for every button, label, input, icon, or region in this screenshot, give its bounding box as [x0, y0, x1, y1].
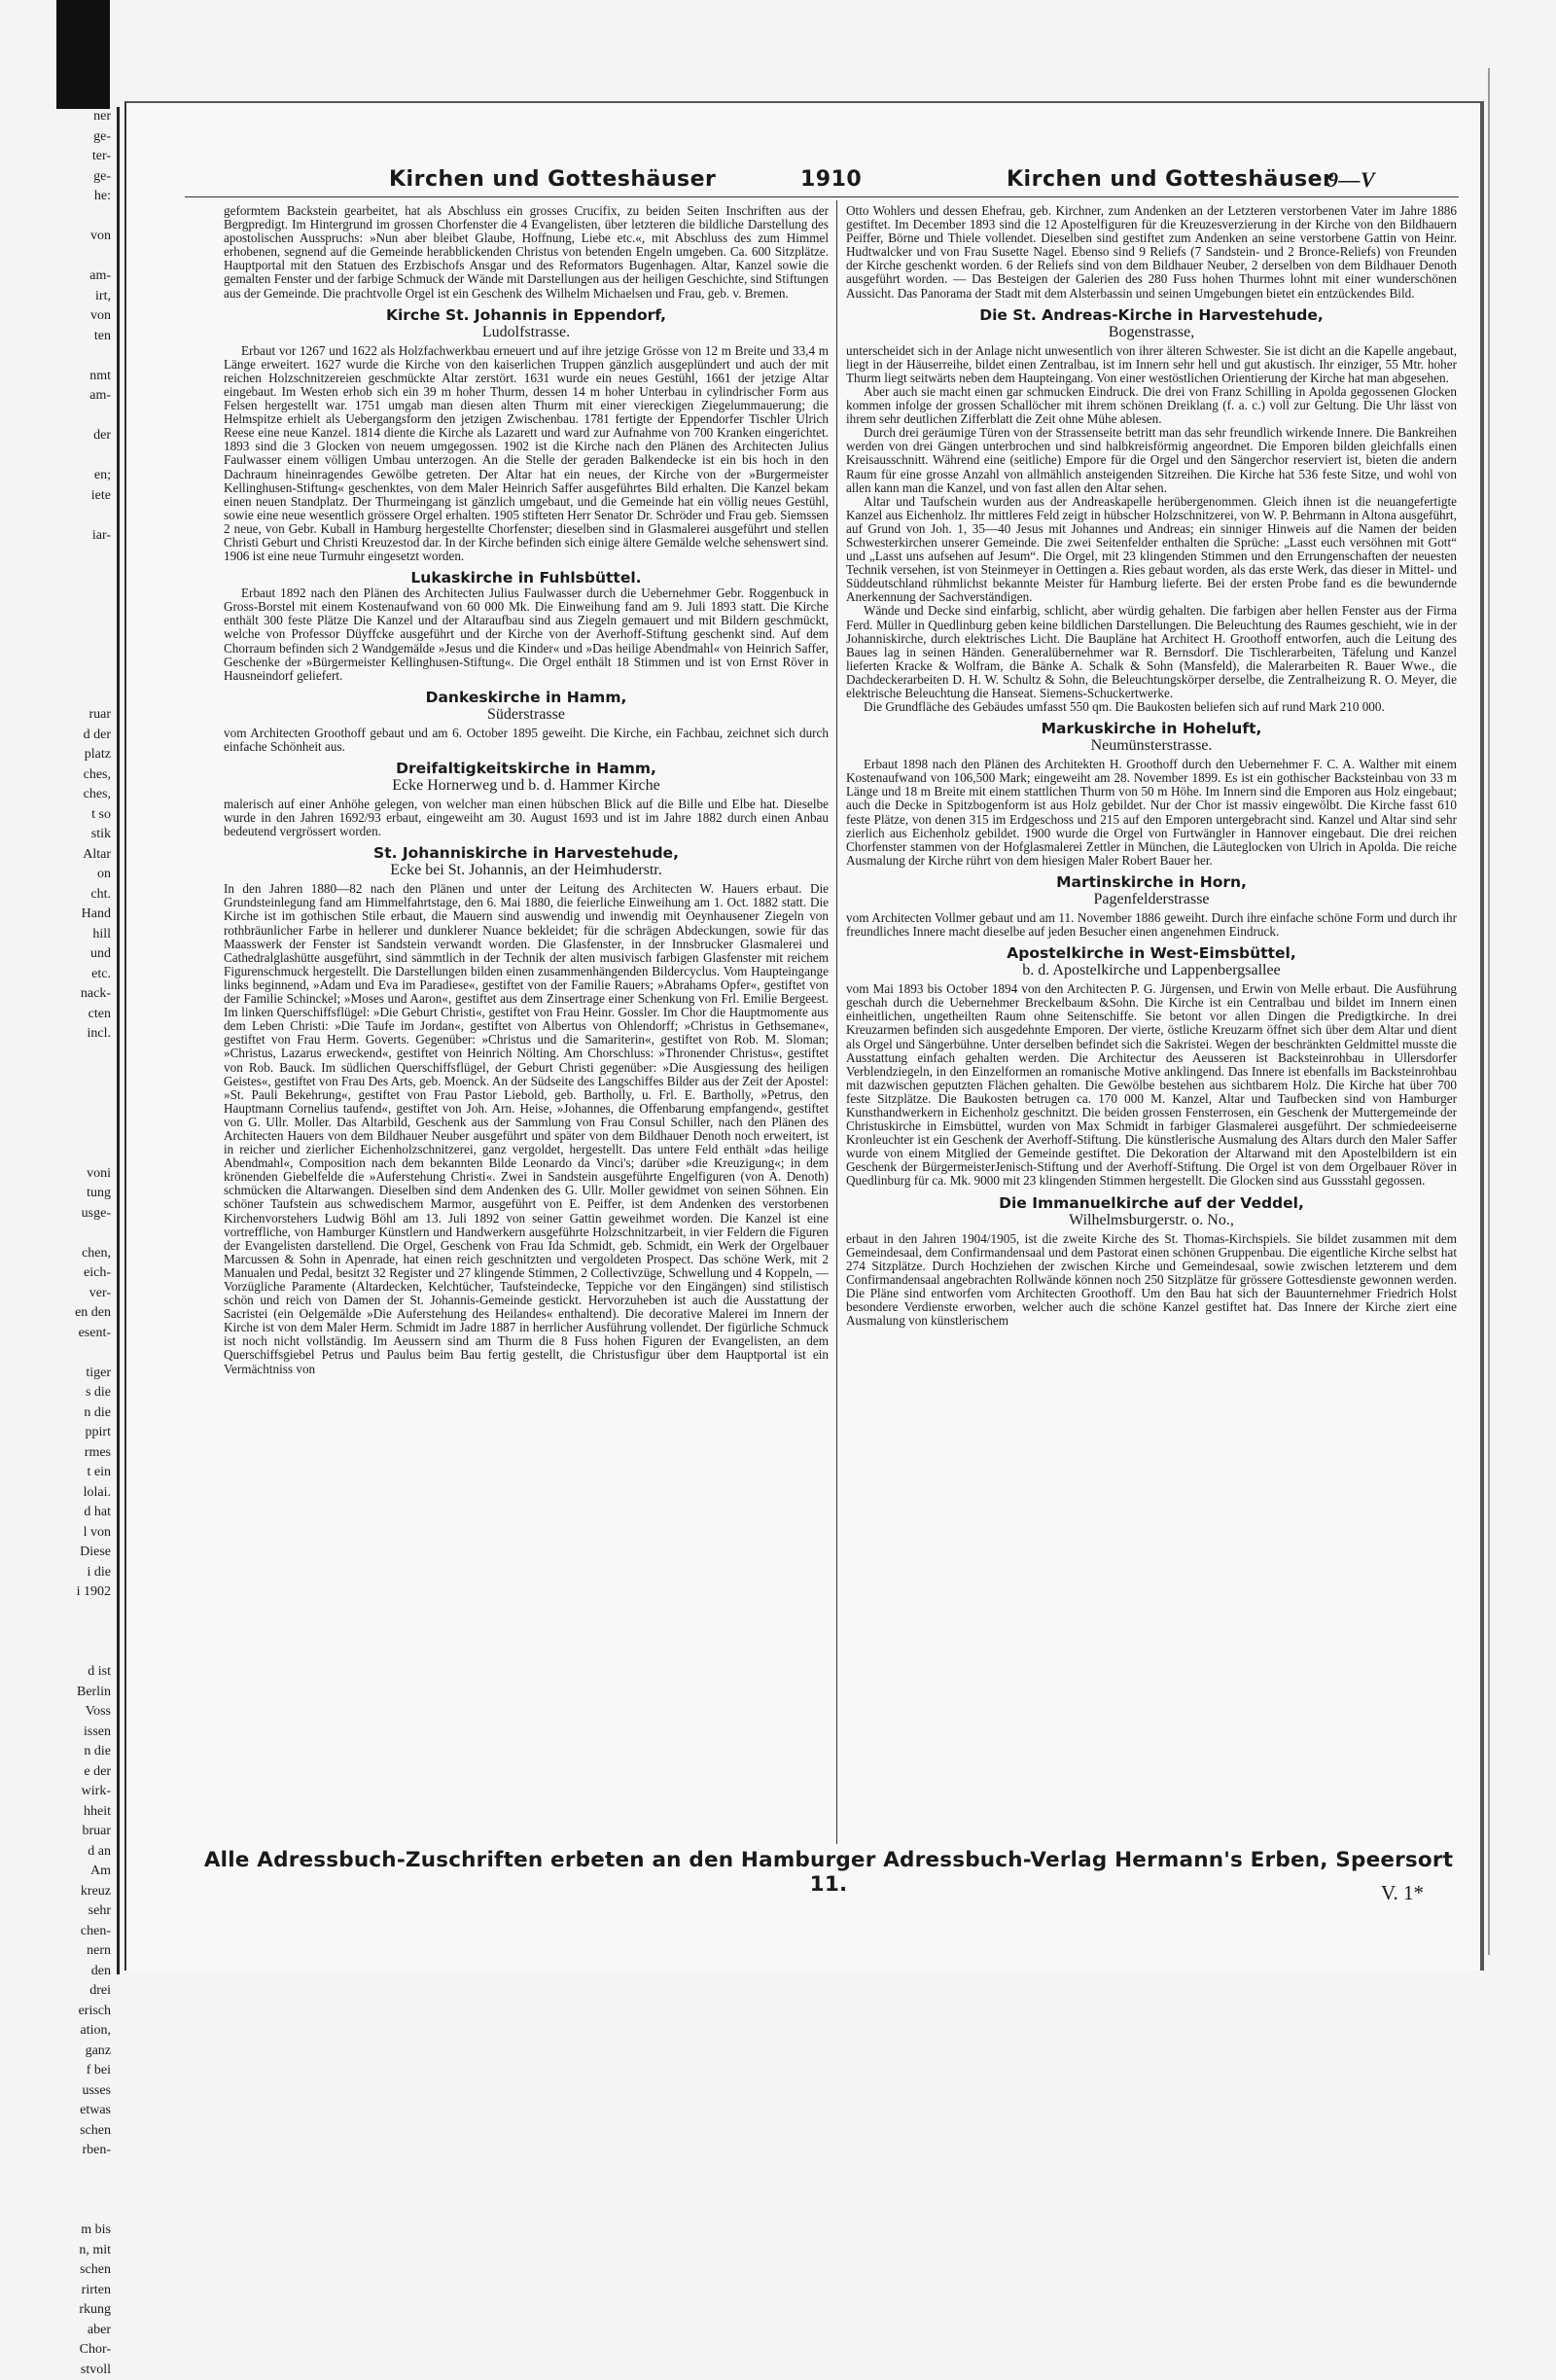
margin-fragment: m bis [0, 2220, 117, 2241]
margin-fragment: Berlin [0, 1683, 117, 1703]
margin-fragment: irt, [0, 287, 117, 307]
section-address: Neumünsterstrasse. [846, 737, 1457, 755]
margin-fragment [0, 346, 117, 367]
margin-fragment: ppirt [0, 1423, 117, 1443]
margin-fragment [0, 665, 117, 686]
margin-fragment [0, 1104, 117, 1124]
margin-fragment: lolai. [0, 1483, 117, 1504]
section-heading: Markuskirche in Hoheluft, [846, 720, 1457, 737]
column-divider [836, 200, 837, 1844]
margin-fragment: schen [0, 2121, 117, 2142]
margin-fragment [0, 2201, 117, 2221]
margin-fragment: en den [0, 1303, 117, 1324]
margin-fragment: en; [0, 466, 117, 486]
margin-fragment: rkung [0, 2300, 117, 2321]
margin-fragment: eich- [0, 1263, 117, 1284]
margin-fragment: usses [0, 2081, 117, 2102]
margin-fragment: tung [0, 1184, 117, 1204]
margin-fragment [0, 2181, 117, 2201]
margin-fragment: tiger [0, 1364, 117, 1384]
section-address: Süderstrasse [224, 706, 829, 724]
margin-fragment [0, 407, 117, 427]
margin-fragment: usge- [0, 1204, 117, 1225]
margin-fragment: am- [0, 266, 117, 287]
margin-fragment: f bei [0, 2061, 117, 2081]
margin-fragment: iar- [0, 526, 117, 547]
margin-fragment: voni [0, 1164, 117, 1185]
margin-fragment: n die [0, 1403, 117, 1424]
margin-fragment [0, 1343, 117, 1364]
margin-fragment: he: [0, 187, 117, 207]
margin-fragment: Hand [0, 905, 117, 925]
margin-fragment: ches, [0, 785, 117, 805]
margin-fragment: ten [0, 327, 117, 347]
margin-fragment: erisch [0, 2002, 117, 2022]
margin-fragment: chen, [0, 1244, 117, 1264]
margin-fragment: nern [0, 1941, 117, 1962]
margin-fragment: s die [0, 1383, 117, 1403]
section-heading: Dankeskirche in Hamm, [224, 689, 829, 706]
margin-fragment: i die [0, 1563, 117, 1583]
margin-fragment: ter- [0, 147, 117, 167]
margin-fragment: issen [0, 1723, 117, 1743]
right-column [846, 204, 1457, 1328]
page-number: 9—V [1327, 167, 1375, 193]
margin-fragment: l von [0, 1523, 117, 1544]
margin-fragment [0, 1084, 117, 1105]
paragraph: Otto Wohlers und dessen Ehefrau, geb. Kirchner, zum Andenken an der Letzteren verstorbenen Vater im Jahre 1886 gestiftet. Im December 1893 sind die 12 Apostelfiguren für die Kreuzesverzierung in der Kirche von den Bildhauern Peiffer, Börne und Thiele vollendet. Dieselben sind gestiftet zum Andenken an seine verstorbene Gattin von Heinr. Hudtwalcker und von Frau Susette Nagel. Ebenso sind 9 Reliefs (7 Sandstein- und 2 Bronce-Reliefs) von Freunden der Kirche geschenkt worden. 6 der Reliefs sind von dem Bildhauer Neuber, 2 derselben von dem Bildhauer Denoth ausgeführt worden. — Das Besteigen der Galerien des 280 Fuss hohen Thurmes lohnt mit einer wunderschönen Aussicht. Das Panorama der Stadt mit dem Alsterbassin und seinen Umgebungen bietet ein entzückendes Bild. [846, 204, 1457, 301]
margin-fragment: platz [0, 745, 117, 765]
margin-fragment: der [0, 426, 117, 446]
margin-fragment: von [0, 306, 117, 327]
margin-fragment: bruar [0, 1822, 117, 1842]
document-page [124, 101, 1484, 1971]
section-address: Ecke bei St. Johannis, an der Heimhuderstr. [224, 862, 829, 879]
margin-fragment: hill [0, 925, 117, 945]
margin-fragment: ganz [0, 2042, 117, 2062]
section-address: b. d. Apostelkirche und Lappenbergsallee [846, 962, 1457, 979]
margin-fragment: Diese [0, 1543, 117, 1563]
section-address: Ecke Hornerweg und b. d. Hammer Kirche [224, 777, 829, 795]
margin-fragment: ruar [0, 705, 117, 726]
margin-fragment [0, 586, 117, 606]
margin-fragment: schen [0, 2260, 117, 2281]
margin-fragment [0, 646, 117, 666]
margin-fragment [0, 566, 117, 586]
section-heading: Kirche St. Johannis in Eppendorf, [224, 306, 829, 324]
margin-fragment [0, 1124, 117, 1145]
margin-fragment: wirk- [0, 1782, 117, 1802]
margin-fragment: Chor- [0, 2340, 117, 2361]
margin-fragment [0, 506, 117, 526]
section-address: Ludolfstrasse. [224, 324, 829, 341]
section-address: Wilhelmsburgerstr. o. No., [846, 1212, 1457, 1229]
section-heading: Die St. Andreas-Kirche in Harvestehude, [846, 306, 1457, 324]
running-head-year: 1910 [800, 167, 862, 192]
margin-fragment: stvoll [0, 2361, 117, 2380]
margin-fragment [0, 606, 117, 626]
margin-fragment: Am [0, 1862, 117, 1882]
margin-fragment: drei [0, 1981, 117, 2002]
margin-fragment: rmes [0, 1443, 117, 1464]
margin-fragment: rben- [0, 2141, 117, 2161]
margin-fragment: ation, [0, 2021, 117, 2042]
section-heading: St. Johanniskirche in Harvestehude, [224, 844, 829, 862]
paragraph: Erbaut vor 1267 und 1622 als Holzfachwerkbau erneuert und auf ihre jetzige Grösse von 12 m Breite und 33,4 m Länge erweitert. 1627 wurde die Kirche von den kaiserlichen Truppen gänzlich ausgeplündert und auch der mit reichen Holzschnitzereien geschmückte Altar zerstört. 1631 wurde ein neues Gestühl, 1661 der jetzige Altar eingebaut. Im Westen erhob sich ein 39 m hoher Thurm, dessen 14 m hoher Unterbau in cylindrischer Form aus Felsen hergestellt war. 1751 umgab man diesen alten Thurm mit einer viereckigen Ziegelummauerung; die Helmspitze erhielt als Uebergangsform den jetzigen Zwischenbau. 1781 fertigte der Eppendorfer Tischler Ulrich Reese eine neue Kanzel. 1814 diente die Kirche als Lazarett und ward zur Aufnahme von 700 Kranken eingerichtet. 1893 sind die 3 Glocken von neuem umgegossen. 1902 ist die Kirche nach den Plänen des Architecten Julius Faulwasser einem völligen Umbau unterzogen. An die Stelle der geraden Balkendecke ist ein bis hoch in den Dachraum hineinragendes Gewölbe getreten. Der Altar hat ein neues, der Kirche von der »Burgermeister Kellinghusen-Stiftung« geschenktes, von dem Maler Heinrich Saffer ausgeführtes Bild erhalten. Die Kanzel bekam einen neuen Standplatz. Der Thurmeingang ist gänzlich umgebaut, und die Gemeinde hat ein völlig neues Gestühl, sowie eine neue wesentlich grössere Orgel erhalten. 1905 stifteten Herr Senator Dr. Schröder und Frau geb. Siemssen 2 neue, von Gebr. Kuball in Hamburg hergestellte Chorfenster; dieselben sind in Glasmalerei ausgeführt und stellen Christi Geburt und Christi Kreuzestod dar. In der Kirche befinden sich einige ältere Gemälde welche sehenswert sind. 1906 ist eine neue Turmuhr eingesetzt worden. [224, 344, 829, 564]
margin-fragment: t so [0, 805, 117, 826]
margin-fragment: esent- [0, 1324, 117, 1344]
margin-fragment: Altar [0, 845, 117, 866]
section-heading: Die Immanuelkirche auf der Veddel, [846, 1194, 1457, 1212]
margin-fragment: hheit [0, 1802, 117, 1823]
margin-fragment: n, mit [0, 2241, 117, 2261]
margin-fragment: etwas [0, 2101, 117, 2121]
section-heading: Apostelkirche in West-Eimsbüttel, [846, 944, 1457, 962]
section-heading: Dreifaltigkeitskirche in Hamm, [224, 760, 829, 777]
signature-mark: V. 1* [1381, 1881, 1424, 1905]
margin-fragment: ches, [0, 765, 117, 786]
margin-fragment [0, 1643, 117, 1663]
margin-fragment: und [0, 944, 117, 965]
margin-fragment: ner [0, 107, 117, 127]
paragraph: vom Architecten Groothoff gebaut und am 6. October 1895 geweiht. Die Kirche, ein Fachbau, zeichnet sich durch einfache Schönheit aus. [224, 727, 829, 754]
margin-fragment [0, 1622, 117, 1643]
paragraph: unterscheidet sich in der Anlage nicht unwesentlich von ihrer älteren Schwester. Sie ist dicht an die Kapelle angebaut, liegt in der Häuserreihe, bildet einen Zentralbau, ist im Innern sehr hell und gut akustisch. Ihr einziger, 55 Mtr. hoher Thurm liegt seitwärts neben dem Haupteingang. Von einer westöstlichen Orientierung der Kirche hat man abgesehen. [846, 344, 1457, 385]
running-head-right: Kirchen und Gotteshäuser [1007, 167, 1333, 192]
margin-fragment: d ist [0, 1662, 117, 1683]
margin-fragment: on [0, 865, 117, 885]
margin-fragment [0, 1224, 117, 1244]
margin-fragment [0, 686, 117, 706]
margin-fragment: den [0, 1962, 117, 1982]
margin-fragment [0, 625, 117, 646]
margin-fragment [0, 546, 117, 566]
section-address: Bogenstrasse, [846, 324, 1457, 341]
margin-fragment [0, 1045, 117, 1065]
page-edge [1488, 68, 1519, 1955]
paragraph: Durch drei geräumige Türen von der Strassenseite betritt man das sehr freundlich wirkende Innere. Die Bankreihen werden von drei Gängen unterbrochen und sind halbkreisförmig angeordnet. Die Emporen bilden gleichfalls einen Kreisausschnitt. Während eine (seitliche) Empore für die Orgel und den Sängerchor reserviert ist, bieten die andern Raum für eine grosse Anzahl von allmählich ansteigenden Sitzreihen. Die Kirche hat 536 feste Sitze, und wohl von allen kann man die Kanzel, und von fast allen den Altar sehen. [846, 426, 1457, 494]
margin-fragment: etc. [0, 965, 117, 985]
binding-tab [56, 0, 110, 109]
margin-fragment [0, 1144, 117, 1164]
margin-fragment: aber [0, 2321, 117, 2341]
margin-fragment: am- [0, 386, 117, 407]
margin-fragment: kreuz [0, 1882, 117, 1902]
paragraph: geformtem Backstein gearbeitet, hat als Abschluss ein grosses Crucifix, zu beiden Seiten Inschriften aus der Bergpredigt. Im Hintergrund im grossen Chorfenster die 4 Evangelisten, über letzteren die bildliche Darstellung des apostolischen Ausspruchs: »Nun aber bleibet Glaube, Hoffnung, Liebe etc.«, mit Abschluss des zum Himmel erhobenen, segnend auf die Gemeinde herabblickenden Christus von betenden Engeln umgeben. Ca. 600 Sitzplätze. Hauptportal mit den Statuen des Erzbischofs Ansgar und des Reformators Bugenhagen. Altar, Kanzel sowie die gemalten Fenster und der farbige Schmuck der Wände mit Darstellungen aus der heiligen Geschichte, sind Stiftungen aus der Gemeinde. Die prachtvolle Orgel ist ein Geschenk des Wilhelm Michaelsen und Frau, geb. v. Bremen. [224, 204, 829, 301]
margin-fragment [0, 1064, 117, 1084]
section-address: Pagenfelderstrasse [846, 891, 1457, 908]
margin-fragment: rirten [0, 2281, 117, 2301]
margin-fragment: ge- [0, 167, 117, 188]
paragraph: erbaut in den Jahren 1904/1905, ist die zweite Kirche des St. Thomas-Kirchspiels. Sie bildet zusammen mit dem Gemeindesaal, dem Confirmandensaal und dem Pastorat einen schönen Gruppenbau. Die eigentliche Kirche selbst hat 274 Sitzplätze. Durch Hochziehen der zwischen Kirche und Gemeindesaal, sowie zwischen letzterem und dem Confirmandensaal angebrachten Rollwände können noch 250 Sitzplätze für grössere Gottesdienste gewonnen werden. Die Pläne sind entworfen vom Architecten Groothoff. Um den Bau hat sich der Bauunternehmer Friedrich Holst besondere Verdienste erworben, welcher auch die schöne Kanzel gestiftet hat. Das Innere der Kirche ziert eine Ausmalung von künstlerischem [846, 1232, 1457, 1329]
running-head-left: Kirchen und Gotteshäuser [389, 167, 716, 192]
margin-fragment: von [0, 227, 117, 247]
margin-fragment: i 1902 [0, 1582, 117, 1603]
margin-fragment: e der [0, 1762, 117, 1783]
running-head [126, 167, 1480, 196]
margin-fragment: d hat [0, 1503, 117, 1523]
margin-fragment: d der [0, 726, 117, 746]
margin-fragment: t ein [0, 1463, 117, 1483]
margin-fragment: iete [0, 486, 117, 507]
margin-fragment: Voss [0, 1702, 117, 1723]
paragraph: vom Architecten Vollmer gebaut und am 11. November 1886 geweiht. Durch ihre einfache schöne Form und durch ihr freundliches Innere macht dieselbe auf jeden Besucher einen angenehmen Eindruck. [846, 911, 1457, 939]
margin-fragment: nack- [0, 984, 117, 1005]
margin-fragment: n die [0, 1742, 117, 1762]
paragraph: Aber auch sie macht einen gar schmucken Eindruck. Die drei von Franz Schilling in Apolda gegossenen Glocken kommen infolge der grossen Schallöcher mit ihrem schönen Dreiklang (f. a. c.) voll zur Geltung. Die Uhr lässt von ihrem sehr deutlichen Zifferblatt die Zeit ohne Mühe ablesen. [846, 385, 1457, 426]
adjacent-page-margin [0, 107, 120, 1974]
paragraph: vom Mai 1893 bis October 1894 von den Architecten P. G. Jürgensen, und Erwin von Melle erbaut. Die Ausführung geschah durch die Uebernehmer Breckelbaum &Sohn. Die Kirche ist ein Centralbau und bildet im Innern einen einheitlichen, ungetheilten Raum ohne Seitenschiffe. Sie betont vor allen Dingen die Predigtkirche. In drei Kreuzarmen befinden sich ausgedehnte Emporen. Der vierte, östliche Kreuzarm öffnet sich über dem Altar und dient als Orgel und Sängerbühne. Unter derselben befindet sich die Sakristei. Wegen der beschränkten Geldmittel musste die Ausstattung einfach gehalten werden. Die Architectur des Aeusseren ist Backsteinrohbau in Ullersdorfer Verblendziegeln, in den Einzelformen an romanische Motive anklingend. Das Innere ist ebenfalls im Backsteinrohbau mit dazwischen geputzten Flächen gehalten. Die Gewölbe bestehen aus sichtbarem Holz. Die Kirche hat über 700 feste Sitzplätze. Die Baukosten betrugen ca. 170 000 M. Kanzel, Altar und Taufbecken sind von Hamburger Kunsthandwerkern in Eichenholz geschnitzt. Die beiden grossen Fensterrosen, ein Geschenk der Muttergemeinde der Christuskirche in Eimsbüttel, wurden von Max Schmidt in farbiger Glasmalerei ausgeführt. Der schmiedeeiserne Kronleuchter ist ein Geschenk der Averhoff-Stiftung. Die künstlerische Ausmalung des Altars durch den Maler Saffer wurde von einem Mitglied der Gemeinde gestiftet. Die Dekoration der Altarwand mit den Apostelbildern ist ein Geschenk der BürgermeisterJenisch-Stiftung und der Averhoff-Stiftung. Die Orgel ist von dem Orgelbauer Röver in Quedlinburg für ca. Mk. 9000 mit 23 klingenden Stimmen hergestellt. Die Glocken sind aus Gussstahl gegossen. [846, 982, 1457, 1188]
margin-fragment [0, 207, 117, 228]
margin-fragment: sehr [0, 1901, 117, 1922]
margin-fragment: ver- [0, 1284, 117, 1304]
paragraph: Altar und Taufschein wurden aus der Andreaskapelle herübergenommen. Gleich ihnen ist die neuangefertigte Kanzel aus Eichenholz. Ihr mittleres Feld zeigt in hübscher Holzschnitzerei, von W. P. Behrmann in Altona ausgeführt, auf Grund von Joh. 1, 35—40 Jesus mit Johannes und Andreas; ein sinniger Hinweis auf die Namen der beiden Schwesterkirchen unserer Gemeinde. Die zwei Seitenfelder enthalten die Sprüche: „Lasst euch versöhnen mit Gott“ und „Lasst uns aufsehen auf Jesum“. Die Orgel, mit 23 klingenden Stimmen und den Errungenschaften der neuesten Technik versehen, ist von Steinmeyer in Oettingen a. Ries gebaut worden, als das erste Werk, das dieser in Mittel- und Süddeutschland rühmlichst bekannte Meister für Hamburg lieferte. Bei der ersten Probe fand es die bewundernde Anerkennung der Sachverständigen. [846, 495, 1457, 605]
margin-fragment: chen- [0, 1922, 117, 1942]
margin-fragment: d an [0, 1842, 117, 1863]
paragraph: Erbaut 1892 nach den Plänen des Architecten Julius Faulwasser durch die Uebernehmer Gebr. Roggenbuck in Gross-Borstel mit einem Kostenaufwand von 60 000 Mk. Die Einweihung fand am 9. Juli 1893 statt. Die Kirche enthält 300 feste Plätze Die Kanzel und der Altaraufbau sind aus Ziegeln gemauert und mit Bildern geschmückt, welche von Professor Düyffcke ausgeführt und der Kirche von der Averhoff-Stiftung geschenkt sind. Auf dem Chorraum befinden sich 2 Wandgemälde »Jesus und die Kinder« und »Das heilige Abendmahl« von Heinrich Saffer, Geschenke der »Bürgermeister Kellinghusen-Stiftung«. Die Orgel enthält 18 Stimmen und ist von Ernst Röver in Hausneindorf geliefert. [224, 586, 829, 683]
margin-fragment: cht. [0, 885, 117, 906]
footer-notice: Alle Adressbuch-Zuschriften erbeten an den Hamburger Adressbuch-Verlag Hermann's Erben, Speersort 11. [196, 1848, 1461, 1897]
margin-fragment [0, 2161, 117, 2182]
margin-fragment [0, 446, 117, 467]
paragraph: Wände und Decke sind einfarbig, schlicht, aber würdig gehalten. Die farbigen aber hellen Fenster aus der Firma Ferd. Müller in Quedlinburg geben keine bildlichen Darstellungen. Die Beleuchtung des Raumes geschieht, wie in der Johanniskirche, durch elektrisches Licht. Die Baupläne hat Architect H. Groothoff entworfen, auch die Leitung des Baues lag in seinen Händen. Generalübernehmer war R. Bernsdorf. Die Tischlerarbeiten, Täfelung und Kanzel lieferten Kracke & Wolfram, die Bänke A. Schalk & Sohn (Mansfeld), die Malerarbeiten R. Bauer Wwe., die Dachdeckerarbeiten D. H. W. Schultz & Sohn, die Beleuchtungskörper derselbe, die Zentralheizung R. O. Meyer, die elektrische Beleuchtung die Hanseat. Siemens-Schuckertwerke. [846, 604, 1457, 700]
paragraph: Die Grundfläche des Gebäudes umfasst 550 qm. Die Baukosten beliefen sich auf rund Mark 210 000. [846, 700, 1457, 714]
margin-fragment: cten [0, 1005, 117, 1025]
section-heading: Martinskirche in Horn, [846, 873, 1457, 891]
left-column [224, 204, 829, 1376]
paragraph: In den Jahren 1880—82 nach den Plänen und unter der Leitung des Architecten W. Hauers erbaut. Die Grundsteinlegung fand am Himmelfahrtstage, den 6. Mai 1880, die feierliche Einweihung am 1. Oct. 1882 statt. Die Kirche ist im gothischen Stile erbaut, die Mauern sind auswendig und inwendig mit Oeynhausener Ziegeln von rothbräunlicher Farbe in hellerer und dunklerer Nuance bekleidet; für die schrägen Abdeckungen, sowie für das Maasswerk der Fenster ist Sandstein verwandt worden. Die Glasfenster, in der Innsbrucker Glasmalerei und Cathedralglashütte ausgeführt, sind sämmtlich in der Technik der alten musivisch farbigen Glasfenster mit reichem Figurenschmuck hergestellt. Die Darstellungen bilden einen zusammenhängenden Bildercyclus. Vom Haupteingange links beginnend, »Adam und Eva im Paradiese«, gestiftet von der Familie Rauers; »Abrahams Opfer«, gestiftet von der Familie Schinckel; »Moses und Aaron«, gestiftet aus dem Zinsertrage einer Schenkung von Frl. Emilie Bergeest. Im linken Querschiffsflügel: »Die Geburt Christi«, gestiftet von Frau Heinr. Gossler. Im Chor die Hauptmomente aus dem Leben Christi: »Die Taufe im Jordan«, gestiftet von Albertus von Ohlendorff; »Christus in Gethsemane«, gestiftet von Frau Herm. Goverts. Gegenüber: »Christus und die Samariterin«, gestiftet von Rob. M. Sloman; »Christus, Lazarus erweckend«, gestiftet von Heinrich Nölting. Am Chorschluss: »Thronender Christus«, gestiftet von Rob. Bauck. Im südlichen Querschiffsflügel, der Geburt Christi gegenüber: »Die Ausgiessung des heiligen Geistes«, gestiftet von Frau Des Arts, geb. Moenck. An der Südseite des Langschiffes Bilder aus der Zeit der Apostel: »St. Pauli Bekehrung«, gestiftet von Frau Pastor Liebold, geb. Bartholly, u. Frl. E. Bartholly, »Petrus, den Hauptmann Cornelius taufend«, gestiftet von Joh. Arn. Heise, »Johannes, die Offenbarung empfangend«, gestiftet von G. Ullr. Moller. Das Altarbild, Geschenk aus der Sammlung von Frau Consul Schiller, nach den Plänen des Architecten Hauers von dem Bildhauer Neuber ausgeführt und später von dem Bildhauer Denoth noch erweitert, ist in reicher und zierlicher Eichenholzschnitzerei, ganz vergoldet, hergestellt. Das untere Feld enthält »das heilige Abendmahl«, Composition nach dem bekannten Bilde Leonardo da Vinci's; darüber »die Kreuzigung«; in dem krönenden Giebelfelde die »Auferstehung Christi«. Zwei in Sandstein ausgeführte Engelfiguren (von A. Denoth) schmücken die Altarwangen. Dieselben sind dem Andenken des G. Ullr. Moller gewidmet von seinen Söhnen. Ein schöner Taufstein aus schwedischem Marmor, ausgeführt von E. Peiffer, ist dem Andenken des verstorbenen Kirchenvorstehers Ludwig Böhl am 13. Juli 1892 von seiner Gattin geweihmet worden. Die Kanzel ist eine vortreffliche, von Hamburger Künstlern und Handwerkern ausgeführte Holzschnitzarbeit, in vier Feldern die Figuren der Evangelisten darstellend. Die Orgel, Geschenk von Frau Ida Schmidt, geb. Schmidt, ein Werk der Orgelbauer Marcussen & Sohn in Apenrade, hat einen reich geschnitzten und vergoldeten Prospect. Das schöne Werk, mit 2 Manualen und Pedal, besitzt 32 Register und 27 klingende Stimmen, 2 Collectivzüge, Schwellung und 4 Koppeln, — Vorzügliche Paramente (Altardecken, Kelchtücher, Taufsteindecke, Teppiche vor den Eingängen) sind stilistisch schön und reich von Damen der St. Johannis-Gemeinde gestickt. Hervorzuheben ist auch die Ausstattung der Sacristei (ein Oelgemälde »Die Auferstehung des Heilandes« enthaltend). Die decorative Malerei im Innern der Kirche ist von dem Maler Herm. Schmidt im Jadre 1887 in herrlicher Ausführung vollendet. Der figürliche Schmuck ist noch nicht vollständig. Im Aeussern sind am Thurm die 8 Fuss hohen Figuren der Evangelisten, an dem Querschiffsgiebel Petrus und Paulus beim Bau fertig gestellt, die Christusfigur über dem Hauptportal ist ein Vermächtniss von [224, 882, 829, 1375]
margin-fragment [0, 247, 117, 267]
paragraph: malerisch auf einer Anhöhe gelegen, von welcher man einen hübschen Blick auf die Bille und Elbe hat. Dieselbe wurde in den Jahren 1692/93 erbaut, eingeweiht am 30. August 1693 und ist im Jahre 1882 durch einen Anbau bedeutend vergrössert worden. [224, 798, 829, 838]
margin-fragment [0, 1603, 117, 1623]
margin-fragment: ge- [0, 127, 117, 148]
margin-fragment: stik [0, 825, 117, 845]
margin-fragment: incl. [0, 1024, 117, 1045]
header-rule [185, 196, 1459, 197]
margin-fragment: nmt [0, 367, 117, 387]
paragraph: Erbaut 1898 nach den Plänen des Architekten H. Groothoff durch den Uebernehmer F. C. A. Walther mit einem Kostenaufwand von 106,500 Mark; eingeweiht am 28. November 1899. Es ist ein gothischer Backsteinbau von 33 m Länge und 18 m Breite mit einem stattlichen Thurm von 50 m Höhe. Im Innern sind die Emporen aus Holz eingebaut; auch die Decke in Spitzbogenform ist aus Holz gebildet. Nur der Chor ist massiv eingewölbt. Die Kirche fasst 610 feste Plätze, von denen 315 im Erdgeschoss und 215 auf den Emporen untergebracht sind. Kanzel und Altar sind sehr zierlich aus Eichenholz gebildet. 1900 wurde die Orgel von Furtwängler in Hannover eingebaut. Die drei reichen Chorfenster stammen von der Hofglasmalerei Zettler in München, die Läuteglocken von Ulrich in Apolda. Die reiche Ausmalung der Kirche rührt von dem hiesigen Maler Robert Bauer her. [846, 758, 1457, 868]
section-heading: Lukaskirche in Fuhlsbüttel. [224, 569, 829, 586]
